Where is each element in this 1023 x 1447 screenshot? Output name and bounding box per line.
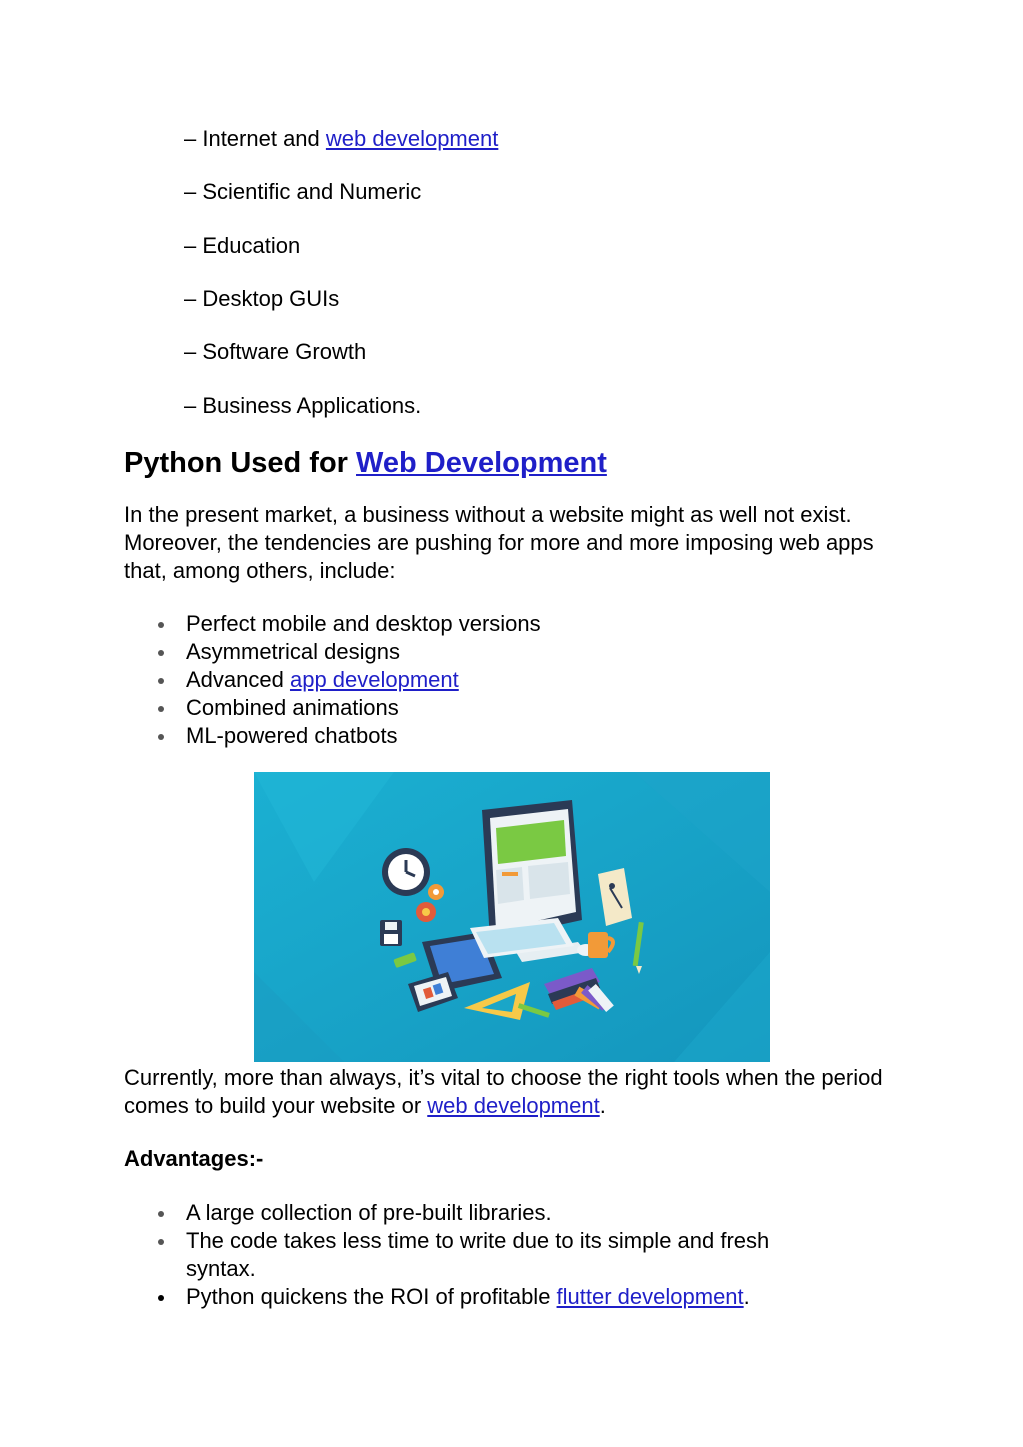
web-development-illustration-icon <box>254 772 770 1062</box>
app-development-link[interactable]: app development <box>289 667 459 692</box>
web-development-link[interactable]: web development <box>427 1093 600 1118</box>
closing-paragraph <box>124 1064 904 1120</box>
feature-list <box>124 610 924 750</box>
advantages-list <box>124 1199 844 1311</box>
list-item <box>124 610 924 638</box>
closing-text: Currently, more than always, it’s vital to choose the right tools when the period comes to build your website or <box>124 1065 883 1118</box>
section-heading-text: Python Used for <box>124 447 357 479</box>
intro-item-desktop-guis: – Desktop GUIs <box>184 286 340 311</box>
intro-item-internet <box>184 125 498 153</box>
list-item <box>124 722 924 750</box>
closing-suffix: . <box>599 1093 606 1118</box>
list-item <box>124 694 924 722</box>
list-item <box>124 638 924 666</box>
intro-item-business-applications: – Business Applications. <box>184 393 422 418</box>
list-item-text: A large collection of pre-built libraries. <box>186 1200 552 1225</box>
bullet-icon <box>158 1211 164 1217</box>
list-item-text: Advanced <box>186 667 290 692</box>
bullet-icon <box>158 678 164 684</box>
web-development-heading-link[interactable]: Web Development <box>356 447 607 479</box>
advantages-label: Advantages:- <box>124 1146 264 1171</box>
section-heading <box>124 444 607 482</box>
list-item-text: ML-powered chatbots <box>186 723 398 748</box>
web-development-link[interactable]: web development <box>325 126 499 151</box>
list-item-text: Asymmetrical designs <box>186 639 400 664</box>
bullet-icon <box>158 622 164 628</box>
bullet-icon <box>158 1295 164 1301</box>
intro-item-text: – Internet and <box>184 126 326 151</box>
bullet-icon <box>158 1239 164 1245</box>
list-item-suffix: . <box>743 1284 750 1309</box>
list-item <box>124 1283 844 1311</box>
bullet-icon <box>158 706 164 712</box>
intro-item-education: – Education <box>184 233 301 258</box>
list-item-text: The code takes less time to write due to its simple and fresh syntax. <box>186 1228 770 1281</box>
list-item-text: Perfect mobile and desktop versions <box>186 611 541 636</box>
list-item-text: Combined animations <box>186 695 399 720</box>
list-item <box>124 1227 844 1283</box>
intro-item-software-growth: – Software Growth <box>184 339 367 364</box>
flutter-development-link[interactable]: flutter development <box>556 1284 744 1309</box>
bullet-icon <box>158 650 164 656</box>
list-item-text: Python quickens the ROI of profitable <box>186 1284 557 1309</box>
list-item <box>124 666 924 694</box>
list-item <box>124 1199 844 1227</box>
bullet-icon <box>158 734 164 740</box>
intro-item-scientific: – Scientific and Numeric <box>184 179 422 204</box>
section-paragraph: In the present market, a business without a website might as well not exist. Moreover, the tendencies are pushing for more and more imposing web apps that, among others, include: <box>124 502 874 583</box>
